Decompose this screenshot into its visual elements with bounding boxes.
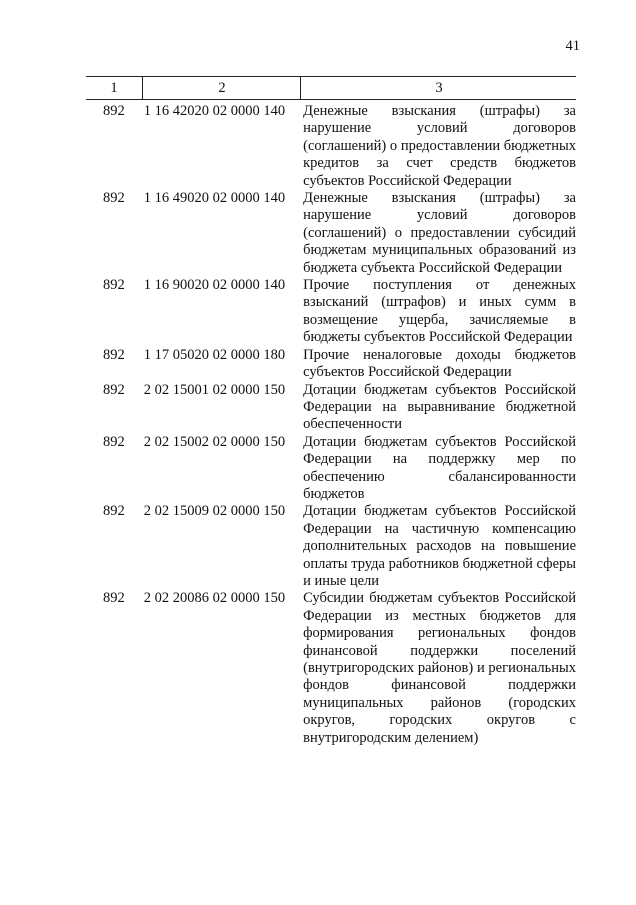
income-description: Дотации бюджетам субъектов Российской Федерации на выравнивание бюджетной обеспеченности [303,381,576,433]
admin-code: 892 [103,103,125,119]
table-row [86,382,576,434]
income-description: Дотации бюджетам субъектов Российской Федерации на частичную компенсацию дополнительных расходов на повышение оплаты труда работников бюджетной сферы и иные цели [303,503,576,589]
header-col-2: 2 [142,77,301,99]
budget-code: 1 16 49020 02 0000 140 [143,190,286,207]
admin-code: 892 [103,381,125,398]
income-description: Прочие поступления от денежных взысканий (штрафов) и иных сумм в возмещение ущерба, зачисляемые в бюджеты субъектов Российской Федерации [303,277,576,346]
table-row [86,503,576,590]
table-header [86,76,576,100]
budget-code: 1 16 90020 02 0000 140 [143,277,286,294]
table-row [86,434,576,504]
budget-code: 2 02 15001 02 0000 150 [143,381,286,398]
table-row [86,277,576,347]
admin-code: 892 [103,190,125,207]
table-body [86,103,576,747]
header-col-3: 3 [300,77,577,99]
table-row [86,347,576,382]
admin-code: 892 [103,590,125,607]
income-description: Субсидии бюджетам субъектов Российской Федерации из местных бюджетов для формирования региональных фондов финансовой поддержки поселений (внутригородских районов) и региональных фондов финансовой поддержки муниципальных районов (городских округов, городских округов с внутригородским делением) [303,590,576,746]
admin-code: 892 [103,277,125,294]
admin-code: 892 [103,346,125,363]
income-description: Прочие неналоговые доходы бюджетов субъектов Российской Федерации [303,346,576,381]
table-row [86,190,576,277]
budget-code: 1 16 42020 02 0000 140 [143,103,286,119]
budget-code: 2 02 20086 02 0000 150 [143,590,286,607]
page-number: 41 [565,38,580,54]
table-row [86,590,576,747]
budget-code: 1 17 05020 02 0000 180 [143,346,286,363]
income-description: Денежные взыскания (штрафы) за нарушение условий договоров (соглашений) о предоставлении бюджетных кредитов за счет средств бюджетов субъектов Российской Федерации [303,103,576,189]
admin-code: 892 [103,503,125,520]
budget-code: 2 02 15009 02 0000 150 [143,503,286,520]
table-row [86,103,576,190]
income-description: Дотации бюджетам субъектов Российской Федерации на поддержку мер по обеспечению сбалансированности бюджетов [303,433,576,502]
header-col-1: 1 [110,80,118,96]
admin-code: 892 [103,433,125,450]
budget-code: 2 02 15002 02 0000 150 [143,433,286,450]
income-description: Денежные взыскания (штрафы) за нарушение условий договоров (соглашений) о предоставлении субсидий бюджетам муниципальных образований из бюджета субъекта Российской Федерации [303,190,576,276]
